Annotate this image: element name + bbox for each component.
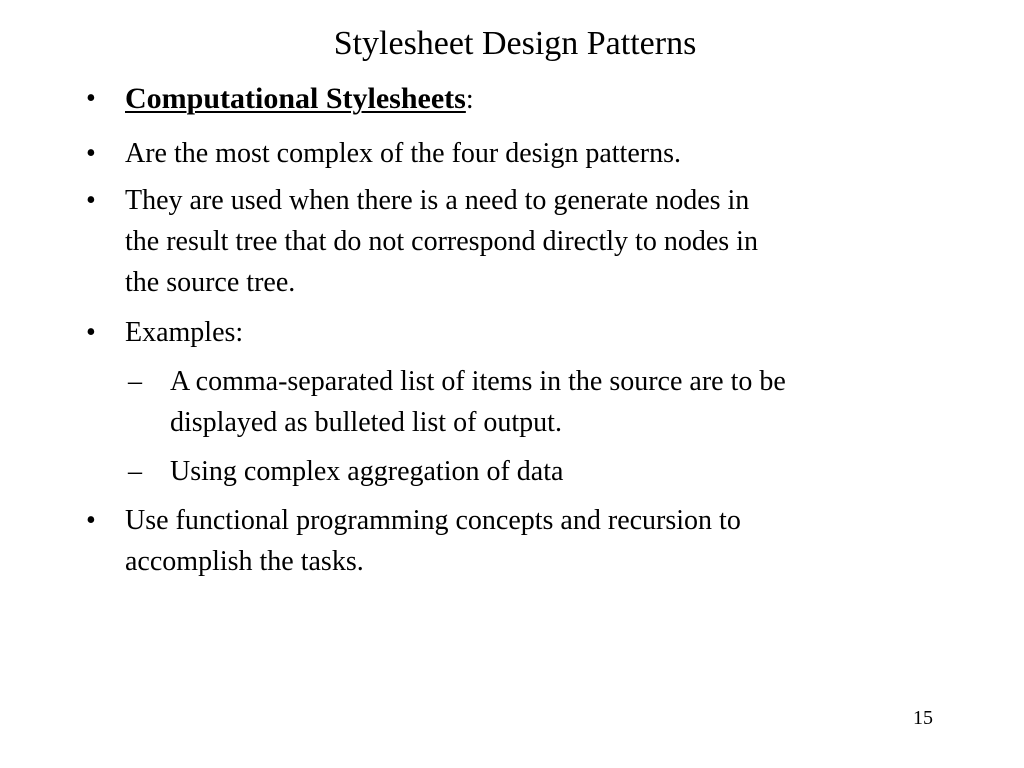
sub-bullet-text bbox=[170, 451, 940, 492]
bullet-text-line: accomplish the tasks. bbox=[125, 546, 364, 577]
page-number: 15 bbox=[913, 707, 933, 729]
dash-marker: – bbox=[128, 456, 142, 487]
bullet-marker: • bbox=[86, 317, 96, 348]
bullet-text-line: the source tree. bbox=[125, 267, 296, 298]
slide-title: Stylesheet Design Patterns bbox=[333, 25, 697, 62]
bullet-text bbox=[125, 500, 925, 582]
bullet-text bbox=[125, 312, 925, 353]
bullet-text bbox=[125, 180, 925, 303]
bullet-text bbox=[125, 133, 925, 174]
bullet-text-line: Use functional programming concepts and recursion to bbox=[125, 505, 741, 536]
heading-suffix: : bbox=[465, 84, 474, 115]
bullet-text-line: They are used when there is a need to generate nodes in bbox=[125, 185, 750, 216]
bullet-heading bbox=[125, 78, 925, 120]
sub-bullet-text bbox=[170, 361, 940, 443]
bullet-marker: • bbox=[86, 83, 96, 114]
bullet-text-line: Examples: bbox=[125, 317, 244, 348]
sub-bullet-text-line: displayed as bulleted list of output. bbox=[170, 407, 562, 438]
heading-label: Computational Stylesheets bbox=[125, 82, 466, 115]
bullet-marker: • bbox=[86, 138, 96, 169]
bullet-text-line: the result tree that do not correspond directly to nodes in bbox=[125, 226, 758, 257]
sub-bullet-text-line: Using complex aggregation of data bbox=[170, 456, 564, 487]
sub-bullet-text-line: A comma-separated list of items in the source are to be bbox=[170, 366, 786, 397]
bullet-text-line: Are the most complex of the four design patterns. bbox=[125, 138, 681, 169]
bullet-marker: • bbox=[86, 505, 96, 536]
bullet-marker: • bbox=[86, 185, 96, 216]
dash-marker: – bbox=[128, 366, 142, 397]
